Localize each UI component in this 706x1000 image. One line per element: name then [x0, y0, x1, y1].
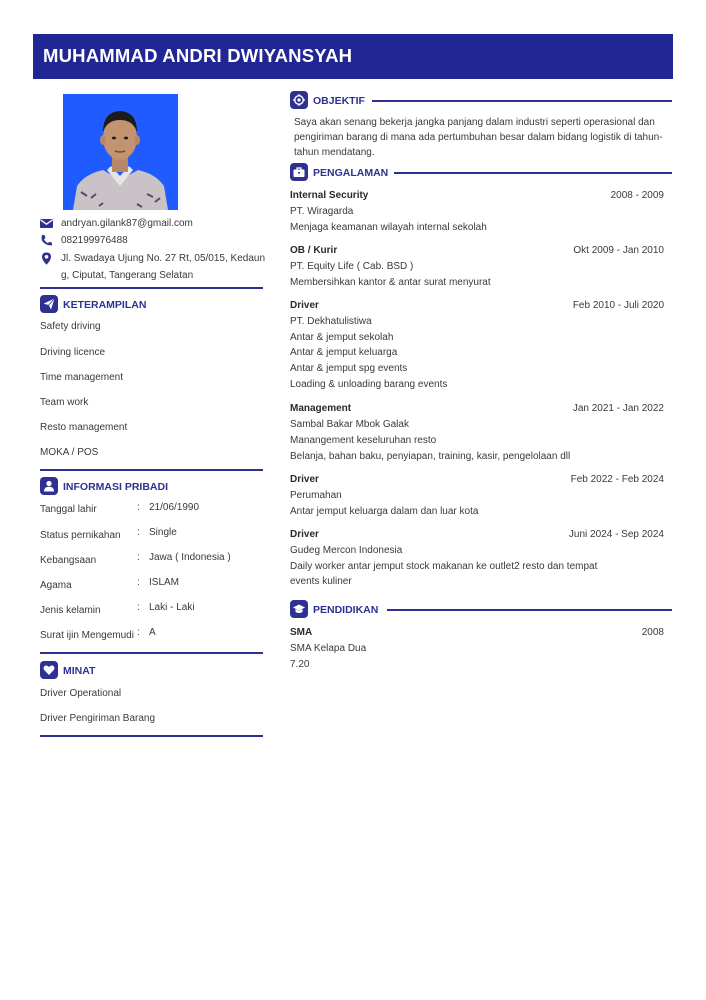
info-label: Kebangsaan	[40, 555, 97, 566]
job-detail: Daily worker antar jemput stock makanan ke outlet2 resto dan tempat	[290, 561, 598, 572]
section-rule	[387, 609, 672, 611]
job-detail: Loading & unloading barang events	[290, 379, 448, 390]
info-value: Single	[149, 527, 177, 538]
job-date: Feb 2022 - Feb 2024	[570, 474, 664, 485]
objective-line: tahun mendatang.	[294, 147, 375, 158]
candidate-name: MUHAMMAD ANDRI DWIYANSYAH	[43, 45, 353, 66]
info-value: Jawa ( Indonesia )	[149, 552, 231, 563]
info-label: Jenis kelamin	[40, 605, 101, 616]
job-date: Okt 2009 - Jan 2010	[573, 245, 664, 256]
crosshair-icon	[290, 91, 308, 109]
phone-text: 082199976488	[61, 235, 128, 246]
job-detail: Membersihkan kantor & antar surat menyurat	[290, 277, 491, 288]
education-title-entry: SMA	[290, 627, 313, 638]
info-colon: :	[137, 602, 140, 613]
job-date: Jan 2021 - Jan 2022	[572, 403, 664, 414]
address-line-2: g, Ciputat, Tangerang Selatan	[61, 270, 194, 281]
info-value: A	[149, 627, 156, 638]
job-title: Management	[290, 403, 352, 414]
skill-item: Time management	[40, 372, 123, 383]
job-detail: Gudeg Mercon Indonesia	[290, 545, 403, 556]
info-colon: :	[137, 527, 140, 538]
paper-plane-icon	[40, 295, 58, 313]
personal-title: INFORMASI PRIBADI	[63, 481, 168, 493]
objective-line: pengiriman barang di mana ada pertumbuhan besar dalam bidang logistik di tahun-	[294, 132, 663, 143]
heart-icon	[40, 661, 58, 679]
skill-item: Resto management	[40, 422, 128, 433]
job-date: Feb 2010 - Juli 2020	[572, 300, 664, 311]
person-icon	[40, 477, 58, 495]
info-colon: :	[137, 502, 140, 513]
job-title: Driver	[290, 529, 319, 540]
job-detail: Antar & jemput spg events	[290, 363, 408, 374]
objective-line: Saya akan senang bekerja jangka panjang dalam industri seperti operasional dan	[294, 117, 655, 128]
skill-item: MOKA / POS	[40, 447, 99, 458]
skill-item: Driving licence	[40, 347, 106, 358]
education-detail: SMA Kelapa Dua	[290, 643, 367, 654]
skills-title: KETERAMPILAN	[63, 299, 147, 311]
job-detail: Menjaga keamanan wilayah internal sekolah	[290, 222, 487, 233]
graduation-cap-icon	[290, 600, 308, 618]
job-detail: PT. Wiragarda	[290, 206, 354, 217]
interest-item: Driver Operational	[40, 688, 122, 699]
interests-section-header	[40, 661, 263, 681]
job-detail: PT. Dekhatulistiwa	[290, 316, 372, 327]
info-label: Agama	[40, 580, 72, 591]
interests-title: MINAT	[63, 665, 96, 677]
education-date: 2008	[641, 627, 664, 638]
profile-photo	[63, 94, 178, 210]
job-detail: Perumahan	[290, 490, 342, 501]
envelope-icon	[40, 217, 53, 230]
briefcase-icon	[290, 163, 308, 181]
job-detail: Belanja, bahan baku, penyiapan, training, kasir, pengelolaan dll	[290, 451, 571, 462]
info-value: ISLAM	[149, 577, 180, 588]
job-date: 2008 - 2009	[610, 190, 664, 201]
job-title: OB / Kurir	[290, 245, 338, 256]
job-detail: Antar & jemput sekolah	[290, 332, 394, 343]
job-detail: PT. Equity Life ( Cab. BSD )	[290, 261, 414, 272]
job-title: Driver	[290, 474, 319, 485]
job-detail: Sambal Bakar Mbok Galak	[290, 419, 409, 430]
education-detail: 7.20	[290, 659, 310, 670]
header-bar	[33, 34, 673, 79]
info-label: Surat ijin Mengemudi	[40, 630, 134, 641]
job-title: Internal Security	[290, 190, 369, 201]
job-detail: Antar & jemput keluarga	[290, 347, 398, 358]
personal-section-header	[40, 477, 263, 497]
info-value: 21/06/1990	[149, 502, 200, 513]
section-rule	[394, 172, 672, 174]
info-value: Laki - Laki	[149, 602, 195, 613]
interest-item: Driver Pengiriman Barang	[40, 713, 156, 724]
info-colon: :	[137, 552, 140, 563]
info-colon: :	[137, 577, 140, 588]
divider	[40, 652, 263, 654]
section-rule	[372, 100, 672, 102]
experience-title: PENGALAMAN	[313, 167, 389, 179]
job-detail: Antar jemput keluarga dalam dan luar kota	[290, 506, 479, 517]
objective-title: OBJEKTIF	[313, 95, 365, 107]
divider	[40, 735, 263, 737]
info-label: Tanggal lahir	[40, 504, 97, 515]
map-pin-icon	[40, 252, 53, 265]
job-detail: Manangement keseluruhan resto	[290, 435, 437, 446]
info-label: Status pernikahan	[40, 530, 121, 541]
job-title: Driver	[290, 300, 319, 311]
email-text: andryan.gilank87@gmail.com	[61, 218, 193, 229]
education-title: PENDIDIKAN	[313, 604, 379, 616]
skills-section-header	[40, 295, 263, 315]
phone-icon	[40, 234, 53, 247]
address-line-1: Jl. Swadaya Ujung No. 27 Rt, 05/015, Kedaun	[61, 253, 266, 264]
info-colon: :	[137, 627, 140, 638]
divider	[40, 287, 263, 289]
job-date: Juni 2024 - Sep 2024	[568, 529, 664, 540]
skill-item: Team work	[40, 397, 89, 408]
job-detail: events kuliner	[290, 576, 352, 587]
divider	[40, 469, 263, 471]
skill-item: Safety driving	[40, 321, 101, 332]
